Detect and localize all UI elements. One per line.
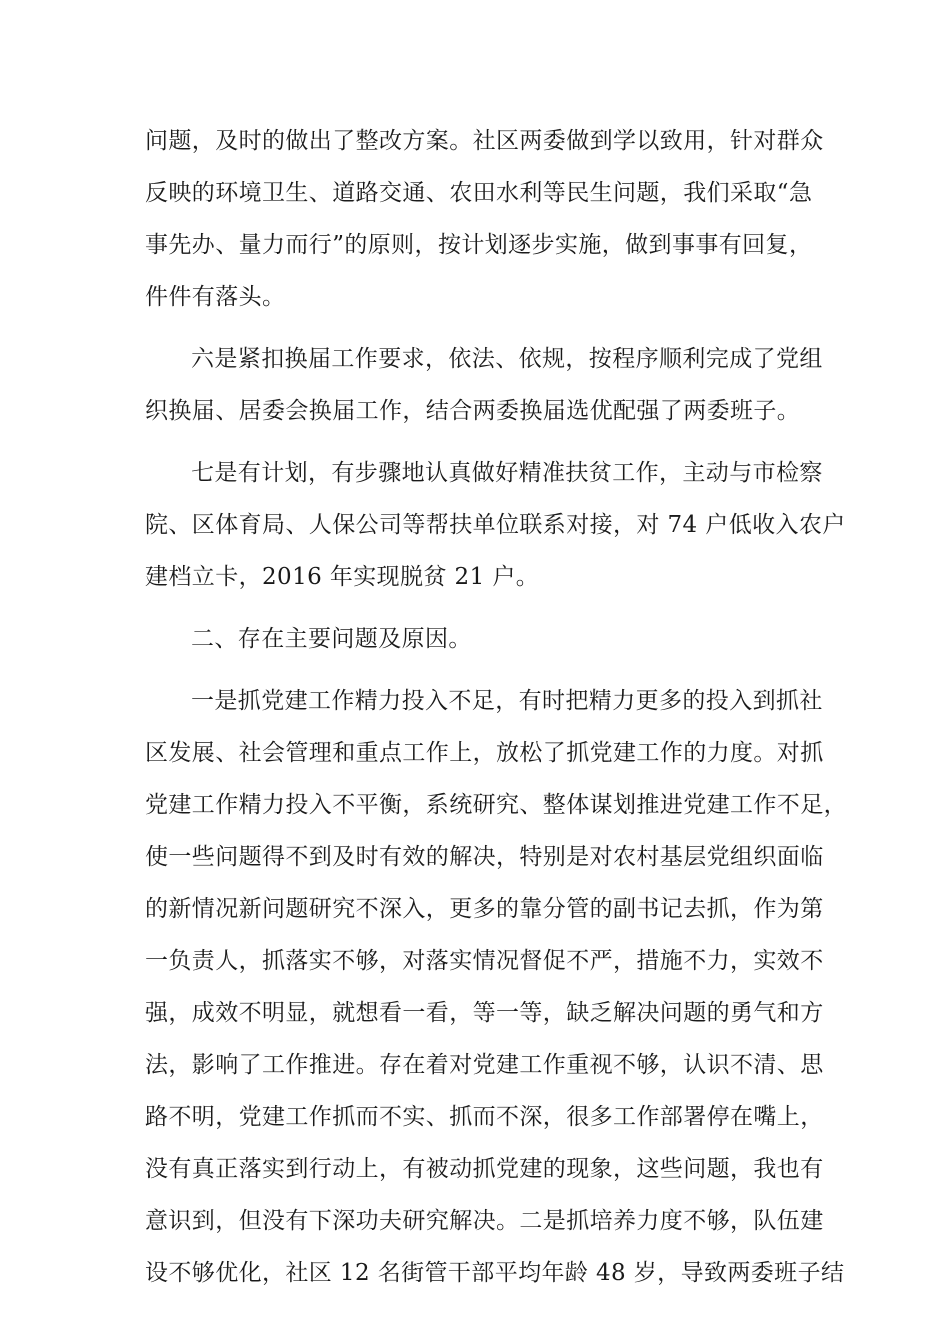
text-line: 设不够优化，社区 12 名街管干部平均年龄 48 岁，导致两委班子结	[145, 1260, 845, 1286]
text-line: 织换届、居委会换届工作，结合两委换届选优配强了两委班子。	[145, 398, 801, 424]
paragraph-continued	[145, 115, 825, 323]
text-line: 件件有落头。	[145, 284, 286, 310]
text-line: 六是紧扣换届工作要求，依法、依规，按程序顺利完成了党组	[191, 346, 823, 372]
text-line: 路不明，党建工作抓而不实、抓而不深，很多工作部署停在嘴上，	[145, 1104, 824, 1130]
text-line: 意识到，但没有下深功夫研究解决。二是抓培养力度不够，队伍建	[145, 1208, 824, 1234]
text-line: 党建工作精力投入不平衡，系统研究、整体谋划推进党建工作不足，	[145, 792, 847, 818]
text-line: 建档立卡，2016 年实现脱贫 21 户。	[145, 564, 540, 590]
text-line: 强，成效不明显，就想看一看，等一等，缺乏解决问题的勇气和方	[145, 1000, 824, 1026]
document-body	[145, 115, 847, 1299]
text-line: 使一些问题得不到及时有效的解决，特别是对农村基层党组织面临	[145, 844, 824, 870]
section-heading-problems	[145, 613, 825, 665]
text-line: 区发展、社会管理和重点工作上，放松了抓党建工作的力度。对抓	[145, 740, 824, 766]
text-line: 没有真正落实到行动上，有被动抓党建的现象，这些问题，我也有	[145, 1156, 824, 1182]
text-line: 问题，及时的做出了整改方案。社区两委做到学以致用，针对群众	[145, 128, 824, 154]
section-heading: 二、存在主要问题及原因。	[191, 626, 472, 652]
paragraph-one	[145, 675, 847, 1299]
text-line: 的新情况新问题研究不深入，更多的靠分管的副书记去抓，作为第	[145, 896, 824, 922]
text-line: 一负责人，抓落实不够，对落实情况督促不严，措施不力，实效不	[145, 948, 824, 974]
text-line: 反映的环境卫生、道路交通、农田水利等民生问题，我们采取“急	[145, 180, 813, 206]
text-line: 七是有计划，有步骤地认真做好精准扶贫工作，主动与市检察	[191, 460, 823, 486]
paragraph-six	[145, 333, 825, 437]
text-line: 一是抓党建工作精力投入不足，有时把精力更多的投入到抓社	[191, 688, 823, 714]
text-line: 法，影响了工作推进。存在着对党建工作重视不够，认识不清、思	[145, 1052, 824, 1078]
text-line: 事先办、量力而行”的原则，按计划逐步实施，做到事事有回复，	[145, 232, 813, 258]
text-line: 院、区体育局、人保公司等帮扶单位联系对接，对 74 户低收入农户	[145, 512, 846, 538]
paragraph-seven	[145, 447, 846, 603]
